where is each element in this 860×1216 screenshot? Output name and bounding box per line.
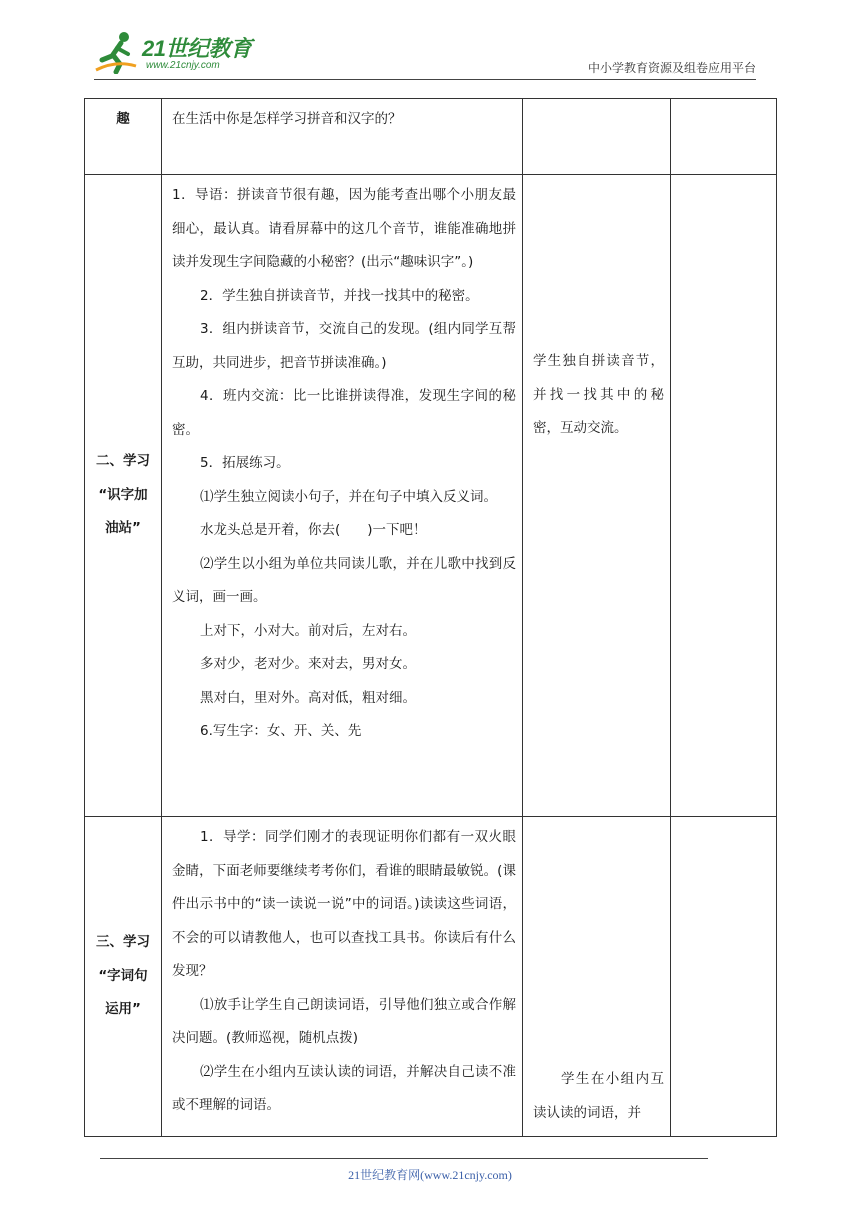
stage-label: “字词句: [98, 967, 148, 984]
content-paragraph: ⑵学生在小组内互读认读的词语，并解决自己读不准或不理解的词语。: [172, 1063, 516, 1113]
student-activity-cell: 学生在小组内互读认读的词语，并: [523, 817, 671, 1137]
content-paragraph: 3．组内拼读音节，交流自己的发现。(组内同学互帮互助，共同进步，把音节拼读准确。): [172, 321, 516, 371]
content-paragraph: 在生活中你是怎样学习拼音和汉字的？: [172, 111, 402, 127]
remarks-cell: [671, 175, 777, 817]
content-paragraph: 黑对白，里对外。高对低，粗对细。: [200, 689, 416, 706]
content-cell: [162, 99, 523, 175]
content-paragraph: ⑴放手让学生自己朗读词语，引导他们独立或合作解决问题。(教师巡视，随机点拨): [172, 996, 516, 1046]
stage-label: 趣: [116, 111, 130, 127]
content-paragraph: 1．导学：同学们刚才的表现证明你们都有一双火眼金睛，下面老师要继续考考你们，看谁的眼睛最敏锐。(课件出示书中的“读一读说一说”中的词语。)读读这些词语，不会的可以请教他人，也可以查找工具书。你读后有什么发现？: [172, 829, 516, 979]
remarks-cell: [671, 817, 777, 1137]
content-paragraph: 多对少，老对少。来对去，男对女。: [200, 656, 416, 672]
footer-divider: [100, 1158, 708, 1159]
content-paragraph: ⑵学生以小组为单位共同读儿歌，并在儿歌中找到反义词，画一画。: [172, 555, 516, 605]
student-activity-cell: 学生独自拼读音节，并找一找其中的秘密，互动交流。: [523, 175, 671, 817]
stage-cell: [85, 175, 162, 817]
stage-label: 运用”: [105, 1001, 141, 1018]
content-paragraph: 5．拓展练习。: [200, 455, 290, 471]
header-tagline: 中小学教育资源及组卷应用平台: [587, 61, 756, 75]
table-row: [85, 175, 777, 817]
content-paragraph: 6.写生字：女、开、关、先: [200, 723, 362, 739]
page-header: [0, 0, 860, 90]
site-logo[interactable]: [94, 28, 264, 78]
table-row: [85, 817, 777, 1137]
stage-label: 油站”: [105, 520, 141, 537]
runner-logo-icon: [94, 30, 138, 74]
stage-label: 三、学习: [96, 934, 150, 951]
content-cell: [162, 175, 523, 817]
stage-cell: [85, 817, 162, 1137]
footer-site-link[interactable]: 21世纪教育网(www.21cnjy.com): [348, 1168, 512, 1182]
student-activity-cell: [523, 99, 671, 175]
content-paragraph: 上对下，小对大。前对后，左对右。: [200, 622, 416, 639]
header-divider: [94, 79, 756, 80]
logo-url: www.21cnjy.com: [146, 60, 220, 71]
content-cell: [162, 817, 523, 1137]
lesson-plan-table: [84, 98, 777, 1137]
content-paragraph: 水龙头总是开着，你去( )一下吧！: [200, 522, 427, 538]
stage-label: 二、学习: [96, 453, 150, 470]
stage-cell: [85, 99, 162, 175]
remarks-cell: [671, 99, 777, 175]
content-paragraph: ⑴学生独立阅读小句子，并在句子中填入反义词。: [200, 488, 497, 505]
table-row: [85, 99, 777, 175]
content-paragraph: 2．学生独自拼读音节，并找一找其中的秘密。: [200, 287, 479, 304]
logo-wordmark: 21世纪教育: [142, 36, 252, 61]
stage-label: “识字加: [98, 486, 148, 503]
content-paragraph: 4．班内交流：比一比谁拼读得准，发现生字间的秘密。: [172, 388, 516, 438]
content-paragraph: 1．导语：拼读音节很有趣，因为能考查出哪个小朋友最细心，最认真。请看屏幕中的这几个音节，谁能准确地拼读并发现生字间隐藏的小秘密？(出示“趣味识字”。): [172, 187, 516, 270]
